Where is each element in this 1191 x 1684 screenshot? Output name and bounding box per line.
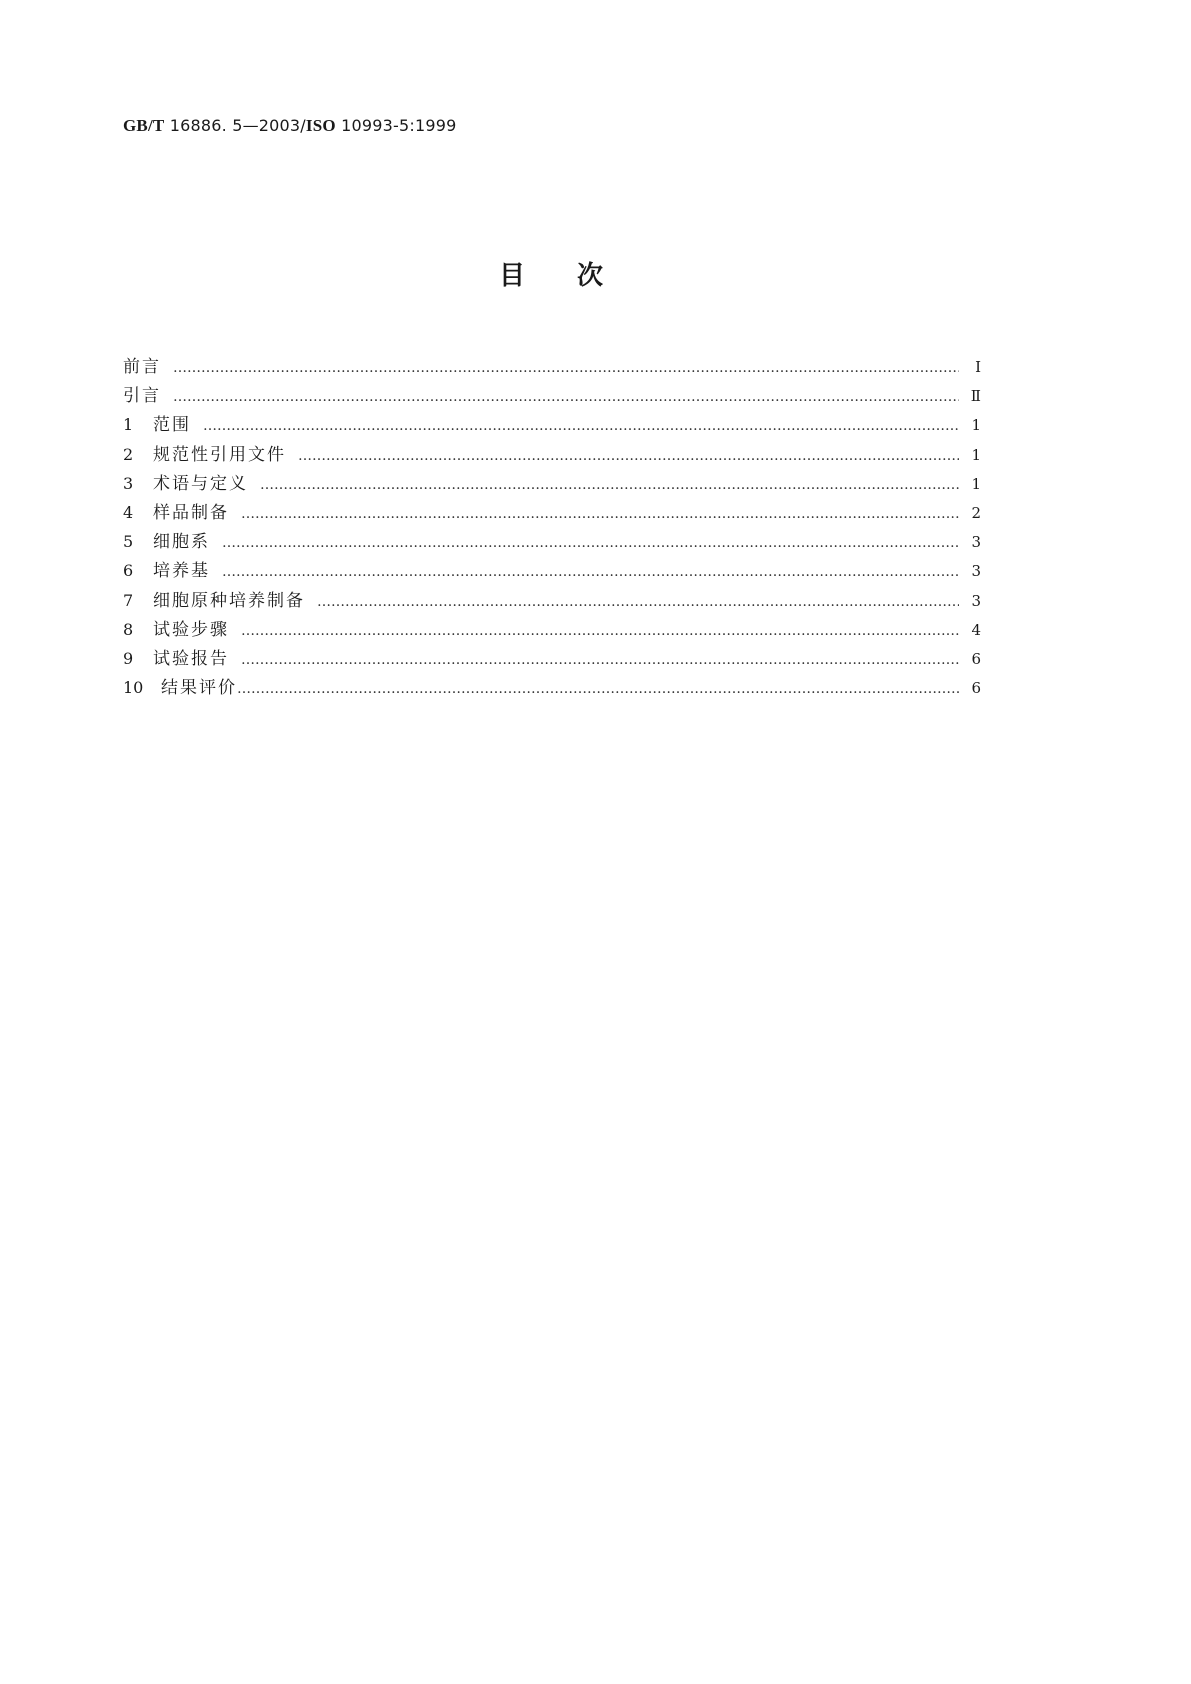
toc-entry-page: 1	[971, 474, 981, 493]
toc-entry-number: 2	[123, 444, 134, 464]
toc-entry-6[interactable]	[123, 556, 981, 585]
toc-leader-dots	[241, 506, 959, 522]
toc-entry-label: 范围	[153, 415, 191, 436]
toc-entry-label: 术语与定义	[153, 473, 248, 494]
toc-entry-page: Ⅰ	[975, 358, 981, 376]
toc-entry-label: 前言	[123, 357, 161, 377]
toc-entry-3[interactable]	[123, 469, 981, 498]
toc-leader-dots	[260, 477, 959, 493]
toc-entry-number: 6	[123, 561, 134, 581]
toc-entry-label: 试验步骤	[153, 619, 229, 640]
toc-entry-page: 2	[971, 503, 981, 522]
toc-entry-4[interactable]	[123, 498, 981, 527]
toc-entry-1[interactable]	[123, 410, 981, 439]
toc-entry-label: 结果评价	[161, 678, 237, 699]
toc-entry-number: 4	[123, 502, 134, 522]
toc-entry-label: 规范性引用文件	[153, 444, 286, 465]
toc-leader-dots	[222, 535, 959, 551]
toc-leader-dots	[317, 594, 959, 610]
toc-entry-9[interactable]	[123, 644, 981, 673]
toc-entry-label: 引言	[123, 386, 161, 407]
toc-entry-page: 6	[971, 649, 981, 668]
toc-entry-page: 6	[971, 679, 981, 698]
toc-entry-page: 4	[971, 620, 981, 639]
toc-entry-label: 培养基	[153, 561, 210, 582]
toc-leader-dots	[298, 448, 959, 464]
toc-entry-label: 细胞原种培养制备	[153, 590, 305, 611]
toc-entry-page: Ⅱ	[970, 387, 981, 406]
toc-leader-dots	[203, 418, 959, 434]
page-title	[0, 255, 1102, 292]
toc-entry-7[interactable]	[123, 586, 981, 615]
toc-entry-number: 10	[123, 678, 144, 698]
toc-entry-label: 细胞系	[153, 532, 210, 553]
toc-entry-number: 1	[123, 415, 134, 435]
toc-entry-10[interactable]	[123, 673, 981, 702]
table-of-contents	[123, 352, 981, 702]
title-char-2: 次	[577, 261, 604, 291]
std-number: 16886. 5—2003/	[169, 116, 306, 135]
toc-entry-label: 样品制备	[153, 502, 229, 523]
toc-entry-page: 1	[971, 445, 981, 464]
toc-entry-number: 3	[123, 473, 134, 493]
iso-number: 10993-5:1999	[341, 116, 457, 135]
toc-entry-page: 3	[971, 591, 981, 610]
toc-entry-foreword[interactable]	[123, 352, 981, 381]
standard-number-header	[123, 116, 456, 136]
toc-leader-dots	[222, 564, 959, 580]
toc-entry-page: 3	[971, 562, 981, 581]
toc-entry-2[interactable]	[123, 440, 981, 469]
toc-entry-number: 9	[123, 648, 134, 668]
toc-leader-dots	[241, 623, 959, 639]
toc-entry-number: 7	[123, 590, 134, 610]
toc-entry-page: 1	[971, 416, 981, 435]
std-prefix: GB/T	[123, 116, 165, 135]
toc-entry-5[interactable]	[123, 527, 981, 556]
toc-leader-dots	[241, 652, 959, 668]
toc-entry-8[interactable]	[123, 615, 981, 644]
iso-prefix: ISO	[305, 116, 336, 135]
toc-leader-dots	[237, 681, 959, 697]
toc-leader-dots	[173, 360, 959, 376]
toc-entry-number: 5	[123, 532, 134, 552]
toc-entry-label: 试验报告	[153, 648, 229, 669]
title-char-1: 目	[498, 261, 525, 291]
toc-leader-dots	[173, 389, 959, 405]
toc-entry-page: 3	[971, 533, 981, 552]
toc-entry-introduction[interactable]	[123, 381, 981, 410]
toc-entry-number: 8	[123, 619, 134, 639]
